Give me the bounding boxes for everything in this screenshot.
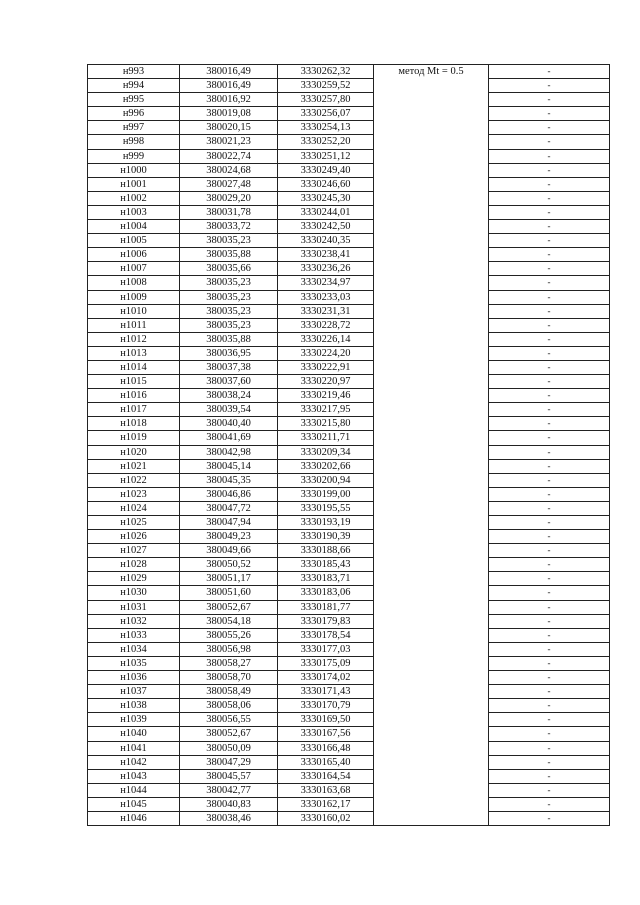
x-coordinate-cell: 380038,46 xyxy=(180,811,278,825)
y-coordinate-cell: 3330234,97 xyxy=(278,276,374,290)
table-row xyxy=(88,290,610,304)
dash-cell: - xyxy=(489,811,610,825)
y-coordinate-cell: 3330183,06 xyxy=(278,586,374,600)
x-coordinate-cell: 380052,67 xyxy=(180,727,278,741)
table-row xyxy=(88,93,610,107)
point-name-cell: н1034 xyxy=(88,642,180,656)
y-coordinate-cell: 3330211,71 xyxy=(278,431,374,445)
table-row xyxy=(88,811,610,825)
dash-cell: - xyxy=(489,177,610,191)
y-coordinate-cell: 3330199,00 xyxy=(278,487,374,501)
x-coordinate-cell: 380037,60 xyxy=(180,375,278,389)
table-row xyxy=(88,558,610,572)
y-coordinate-cell: 3330178,54 xyxy=(278,628,374,642)
point-name-cell: н1042 xyxy=(88,755,180,769)
point-name-cell: н1005 xyxy=(88,234,180,248)
point-name-cell: н1000 xyxy=(88,163,180,177)
point-name-cell: н1019 xyxy=(88,431,180,445)
y-coordinate-cell: 3330222,91 xyxy=(278,360,374,374)
x-coordinate-cell: 380042,77 xyxy=(180,783,278,797)
point-name-cell: н1024 xyxy=(88,501,180,515)
point-name-cell: н1010 xyxy=(88,304,180,318)
x-coordinate-cell: 380035,23 xyxy=(180,304,278,318)
dash-cell: - xyxy=(489,741,610,755)
point-name-cell: н1044 xyxy=(88,783,180,797)
y-coordinate-cell: 3330251,12 xyxy=(278,149,374,163)
point-name-cell: н1032 xyxy=(88,614,180,628)
table-row xyxy=(88,262,610,276)
table-row xyxy=(88,516,610,530)
table-row xyxy=(88,656,610,670)
method-cell: метод Mt = 0.5 xyxy=(374,65,489,826)
x-coordinate-cell: 380045,14 xyxy=(180,459,278,473)
x-coordinate-cell: 380042,98 xyxy=(180,445,278,459)
dash-cell: - xyxy=(489,501,610,515)
dash-cell: - xyxy=(489,459,610,473)
x-coordinate-cell: 380058,06 xyxy=(180,699,278,713)
point-name-cell: н1007 xyxy=(88,262,180,276)
dash-cell: - xyxy=(489,699,610,713)
x-coordinate-cell: 380024,68 xyxy=(180,163,278,177)
table-row xyxy=(88,276,610,290)
y-coordinate-cell: 3330163,68 xyxy=(278,783,374,797)
y-coordinate-cell: 3330160,02 xyxy=(278,811,374,825)
table-row xyxy=(88,572,610,586)
x-coordinate-cell: 380016,49 xyxy=(180,65,278,79)
x-coordinate-cell: 380033,72 xyxy=(180,220,278,234)
table-row xyxy=(88,445,610,459)
dash-cell: - xyxy=(489,685,610,699)
y-coordinate-cell: 3330175,09 xyxy=(278,656,374,670)
table-row xyxy=(88,586,610,600)
y-coordinate-cell: 3330233,03 xyxy=(278,290,374,304)
table-row xyxy=(88,671,610,685)
x-coordinate-cell: 380039,54 xyxy=(180,403,278,417)
dash-cell: - xyxy=(489,163,610,177)
y-coordinate-cell: 3330259,52 xyxy=(278,79,374,93)
table-row xyxy=(88,318,610,332)
point-name-cell: н1014 xyxy=(88,360,180,374)
coordinates-table xyxy=(87,64,610,826)
point-name-cell: н1004 xyxy=(88,220,180,234)
x-coordinate-cell: 380047,94 xyxy=(180,516,278,530)
x-coordinate-cell: 380056,55 xyxy=(180,713,278,727)
point-name-cell: н994 xyxy=(88,79,180,93)
x-coordinate-cell: 380055,26 xyxy=(180,628,278,642)
coordinates-table-body xyxy=(88,65,610,826)
y-coordinate-cell: 3330246,60 xyxy=(278,177,374,191)
table-row xyxy=(88,459,610,473)
point-name-cell: н995 xyxy=(88,93,180,107)
dash-cell: - xyxy=(489,445,610,459)
x-coordinate-cell: 380040,83 xyxy=(180,797,278,811)
table-row xyxy=(88,783,610,797)
dash-cell: - xyxy=(489,642,610,656)
dash-cell: - xyxy=(489,318,610,332)
dash-cell: - xyxy=(489,205,610,219)
dash-cell: - xyxy=(489,389,610,403)
table-row xyxy=(88,769,610,783)
table-row xyxy=(88,713,610,727)
dash-cell: - xyxy=(489,671,610,685)
x-coordinate-cell: 380036,95 xyxy=(180,346,278,360)
dash-cell: - xyxy=(489,149,610,163)
x-coordinate-cell: 380035,23 xyxy=(180,234,278,248)
dash-cell: - xyxy=(489,290,610,304)
table-row xyxy=(88,755,610,769)
point-name-cell: н1035 xyxy=(88,656,180,670)
table-row xyxy=(88,727,610,741)
dash-cell: - xyxy=(489,346,610,360)
dash-cell: - xyxy=(489,656,610,670)
y-coordinate-cell: 3330188,66 xyxy=(278,544,374,558)
y-coordinate-cell: 3330217,95 xyxy=(278,403,374,417)
x-coordinate-cell: 380037,38 xyxy=(180,360,278,374)
dash-cell: - xyxy=(489,248,610,262)
table-row xyxy=(88,375,610,389)
dash-cell: - xyxy=(489,713,610,727)
x-coordinate-cell: 380058,49 xyxy=(180,685,278,699)
x-coordinate-cell: 380027,48 xyxy=(180,177,278,191)
table-row xyxy=(88,431,610,445)
y-coordinate-cell: 3330177,03 xyxy=(278,642,374,656)
dash-cell: - xyxy=(489,135,610,149)
y-coordinate-cell: 3330220,97 xyxy=(278,375,374,389)
y-coordinate-cell: 3330242,50 xyxy=(278,220,374,234)
y-coordinate-cell: 3330256,07 xyxy=(278,107,374,121)
x-coordinate-cell: 380035,88 xyxy=(180,248,278,262)
table-row xyxy=(88,417,610,431)
x-coordinate-cell: 380035,66 xyxy=(180,262,278,276)
x-coordinate-cell: 380050,52 xyxy=(180,558,278,572)
y-coordinate-cell: 3330228,72 xyxy=(278,318,374,332)
point-name-cell: н997 xyxy=(88,121,180,135)
dash-cell: - xyxy=(489,360,610,374)
x-coordinate-cell: 380040,40 xyxy=(180,417,278,431)
dash-cell: - xyxy=(489,220,610,234)
y-coordinate-cell: 3330224,20 xyxy=(278,346,374,360)
x-coordinate-cell: 380046,86 xyxy=(180,487,278,501)
table-row xyxy=(88,530,610,544)
x-coordinate-cell: 380054,18 xyxy=(180,614,278,628)
table-row xyxy=(88,473,610,487)
dash-cell: - xyxy=(489,614,610,628)
point-name-cell: н1011 xyxy=(88,318,180,332)
y-coordinate-cell: 3330167,56 xyxy=(278,727,374,741)
table-row xyxy=(88,107,610,121)
y-coordinate-cell: 3330236,26 xyxy=(278,262,374,276)
table-row xyxy=(88,79,610,93)
y-coordinate-cell: 3330219,46 xyxy=(278,389,374,403)
dash-cell: - xyxy=(489,558,610,572)
table-row xyxy=(88,403,610,417)
x-coordinate-cell: 380047,72 xyxy=(180,501,278,515)
table-row xyxy=(88,205,610,219)
y-coordinate-cell: 3330231,31 xyxy=(278,304,374,318)
table-row xyxy=(88,642,610,656)
point-name-cell: н1018 xyxy=(88,417,180,431)
point-name-cell: н1023 xyxy=(88,487,180,501)
point-name-cell: н1028 xyxy=(88,558,180,572)
table-row xyxy=(88,346,610,360)
y-coordinate-cell: 3330226,14 xyxy=(278,332,374,346)
y-coordinate-cell: 3330200,94 xyxy=(278,473,374,487)
dash-cell: - xyxy=(489,93,610,107)
point-name-cell: н1036 xyxy=(88,671,180,685)
y-coordinate-cell: 3330174,02 xyxy=(278,671,374,685)
x-coordinate-cell: 380058,70 xyxy=(180,671,278,685)
x-coordinate-cell: 380058,27 xyxy=(180,656,278,670)
table-row xyxy=(88,797,610,811)
dash-cell: - xyxy=(489,107,610,121)
table-row xyxy=(88,177,610,191)
point-name-cell: н1046 xyxy=(88,811,180,825)
table-row xyxy=(88,332,610,346)
dash-cell: - xyxy=(489,262,610,276)
table-row xyxy=(88,614,610,628)
point-name-cell: н1039 xyxy=(88,713,180,727)
table-row xyxy=(88,389,610,403)
dash-cell: - xyxy=(489,65,610,79)
point-name-cell: н1009 xyxy=(88,290,180,304)
dash-cell: - xyxy=(489,431,610,445)
x-coordinate-cell: 380035,23 xyxy=(180,318,278,332)
x-coordinate-cell: 380045,35 xyxy=(180,473,278,487)
dash-cell: - xyxy=(489,234,610,248)
point-name-cell: н1043 xyxy=(88,769,180,783)
table-row xyxy=(88,685,610,699)
point-name-cell: н1003 xyxy=(88,205,180,219)
table-row xyxy=(88,220,610,234)
y-coordinate-cell: 3330238,41 xyxy=(278,248,374,262)
x-coordinate-cell: 380052,67 xyxy=(180,600,278,614)
y-coordinate-cell: 3330165,40 xyxy=(278,755,374,769)
dash-cell: - xyxy=(489,276,610,290)
y-coordinate-cell: 3330244,01 xyxy=(278,205,374,219)
y-coordinate-cell: 3330169,50 xyxy=(278,713,374,727)
point-name-cell: н1026 xyxy=(88,530,180,544)
table-row xyxy=(88,135,610,149)
x-coordinate-cell: 380051,17 xyxy=(180,572,278,586)
table-row xyxy=(88,234,610,248)
point-name-cell: н1040 xyxy=(88,727,180,741)
table-row xyxy=(88,163,610,177)
point-name-cell: н1013 xyxy=(88,346,180,360)
point-name-cell: н1020 xyxy=(88,445,180,459)
y-coordinate-cell: 3330179,83 xyxy=(278,614,374,628)
y-coordinate-cell: 3330240,35 xyxy=(278,234,374,248)
dash-cell: - xyxy=(489,727,610,741)
x-coordinate-cell: 380021,23 xyxy=(180,135,278,149)
table-row xyxy=(88,501,610,515)
x-coordinate-cell: 380038,24 xyxy=(180,389,278,403)
point-name-cell: н998 xyxy=(88,135,180,149)
dash-cell: - xyxy=(489,403,610,417)
y-coordinate-cell: 3330195,55 xyxy=(278,501,374,515)
x-coordinate-cell: 380016,49 xyxy=(180,79,278,93)
y-coordinate-cell: 3330164,54 xyxy=(278,769,374,783)
dash-cell: - xyxy=(489,572,610,586)
point-name-cell: н1027 xyxy=(88,544,180,558)
y-coordinate-cell: 3330202,66 xyxy=(278,459,374,473)
point-name-cell: н1015 xyxy=(88,375,180,389)
point-name-cell: н1030 xyxy=(88,586,180,600)
y-coordinate-cell: 3330209,34 xyxy=(278,445,374,459)
point-name-cell: н1025 xyxy=(88,516,180,530)
dash-cell: - xyxy=(489,797,610,811)
dash-cell: - xyxy=(489,586,610,600)
dash-cell: - xyxy=(489,487,610,501)
y-coordinate-cell: 3330257,80 xyxy=(278,93,374,107)
dash-cell: - xyxy=(489,628,610,642)
x-coordinate-cell: 380019,08 xyxy=(180,107,278,121)
dash-cell: - xyxy=(489,473,610,487)
dash-cell: - xyxy=(489,544,610,558)
y-coordinate-cell: 3330249,40 xyxy=(278,163,374,177)
point-name-cell: н1022 xyxy=(88,473,180,487)
dash-cell: - xyxy=(489,600,610,614)
point-name-cell: н1029 xyxy=(88,572,180,586)
y-coordinate-cell: 3330193,19 xyxy=(278,516,374,530)
point-name-cell: н1017 xyxy=(88,403,180,417)
point-name-cell: н1002 xyxy=(88,191,180,205)
point-name-cell: н1001 xyxy=(88,177,180,191)
point-name-cell: н1031 xyxy=(88,600,180,614)
table-row xyxy=(88,628,610,642)
point-name-cell: н1016 xyxy=(88,389,180,403)
y-coordinate-cell: 3330162,17 xyxy=(278,797,374,811)
y-coordinate-cell: 3330252,20 xyxy=(278,135,374,149)
point-name-cell: н993 xyxy=(88,65,180,79)
x-coordinate-cell: 380031,78 xyxy=(180,205,278,219)
y-coordinate-cell: 3330183,71 xyxy=(278,572,374,586)
point-name-cell: н999 xyxy=(88,149,180,163)
y-coordinate-cell: 3330185,43 xyxy=(278,558,374,572)
point-name-cell: н1008 xyxy=(88,276,180,290)
dash-cell: - xyxy=(489,783,610,797)
y-coordinate-cell: 3330262,32 xyxy=(278,65,374,79)
x-coordinate-cell: 380020,15 xyxy=(180,121,278,135)
dash-cell: - xyxy=(489,755,610,769)
x-coordinate-cell: 380035,23 xyxy=(180,290,278,304)
table-row xyxy=(88,487,610,501)
dash-cell: - xyxy=(489,121,610,135)
table-row xyxy=(88,544,610,558)
y-coordinate-cell: 3330254,13 xyxy=(278,121,374,135)
x-coordinate-cell: 380035,23 xyxy=(180,276,278,290)
table-row xyxy=(88,121,610,135)
x-coordinate-cell: 380035,88 xyxy=(180,332,278,346)
dash-cell: - xyxy=(489,516,610,530)
dash-cell: - xyxy=(489,191,610,205)
point-name-cell: н1021 xyxy=(88,459,180,473)
table-row xyxy=(88,304,610,318)
point-name-cell: н1006 xyxy=(88,248,180,262)
table-row xyxy=(88,248,610,262)
x-coordinate-cell: 380049,66 xyxy=(180,544,278,558)
y-coordinate-cell: 3330245,30 xyxy=(278,191,374,205)
table-row xyxy=(88,191,610,205)
point-name-cell: н1033 xyxy=(88,628,180,642)
table-row xyxy=(88,699,610,713)
x-coordinate-cell: 380022,74 xyxy=(180,149,278,163)
x-coordinate-cell: 380041,69 xyxy=(180,431,278,445)
dash-cell: - xyxy=(489,79,610,93)
y-coordinate-cell: 3330170,79 xyxy=(278,699,374,713)
dash-cell: - xyxy=(489,769,610,783)
point-name-cell: н1037 xyxy=(88,685,180,699)
table-row xyxy=(88,65,610,79)
point-name-cell: н1041 xyxy=(88,741,180,755)
x-coordinate-cell: 380056,98 xyxy=(180,642,278,656)
x-coordinate-cell: 380051,60 xyxy=(180,586,278,600)
dash-cell: - xyxy=(489,530,610,544)
x-coordinate-cell: 380016,92 xyxy=(180,93,278,107)
dash-cell: - xyxy=(489,417,610,431)
dash-cell: - xyxy=(489,332,610,346)
y-coordinate-cell: 3330181,77 xyxy=(278,600,374,614)
point-name-cell: н1045 xyxy=(88,797,180,811)
x-coordinate-cell: 380050,09 xyxy=(180,741,278,755)
table-row xyxy=(88,741,610,755)
x-coordinate-cell: 380049,23 xyxy=(180,530,278,544)
point-name-cell: н996 xyxy=(88,107,180,121)
y-coordinate-cell: 3330166,48 xyxy=(278,741,374,755)
point-name-cell: н1012 xyxy=(88,332,180,346)
y-coordinate-cell: 3330215,80 xyxy=(278,417,374,431)
table-row xyxy=(88,149,610,163)
x-coordinate-cell: 380029,20 xyxy=(180,191,278,205)
x-coordinate-cell: 380047,29 xyxy=(180,755,278,769)
dash-cell: - xyxy=(489,304,610,318)
y-coordinate-cell: 3330171,43 xyxy=(278,685,374,699)
table-row xyxy=(88,360,610,374)
table-row xyxy=(88,600,610,614)
x-coordinate-cell: 380045,57 xyxy=(180,769,278,783)
y-coordinate-cell: 3330190,39 xyxy=(278,530,374,544)
dash-cell: - xyxy=(489,375,610,389)
point-name-cell: н1038 xyxy=(88,699,180,713)
